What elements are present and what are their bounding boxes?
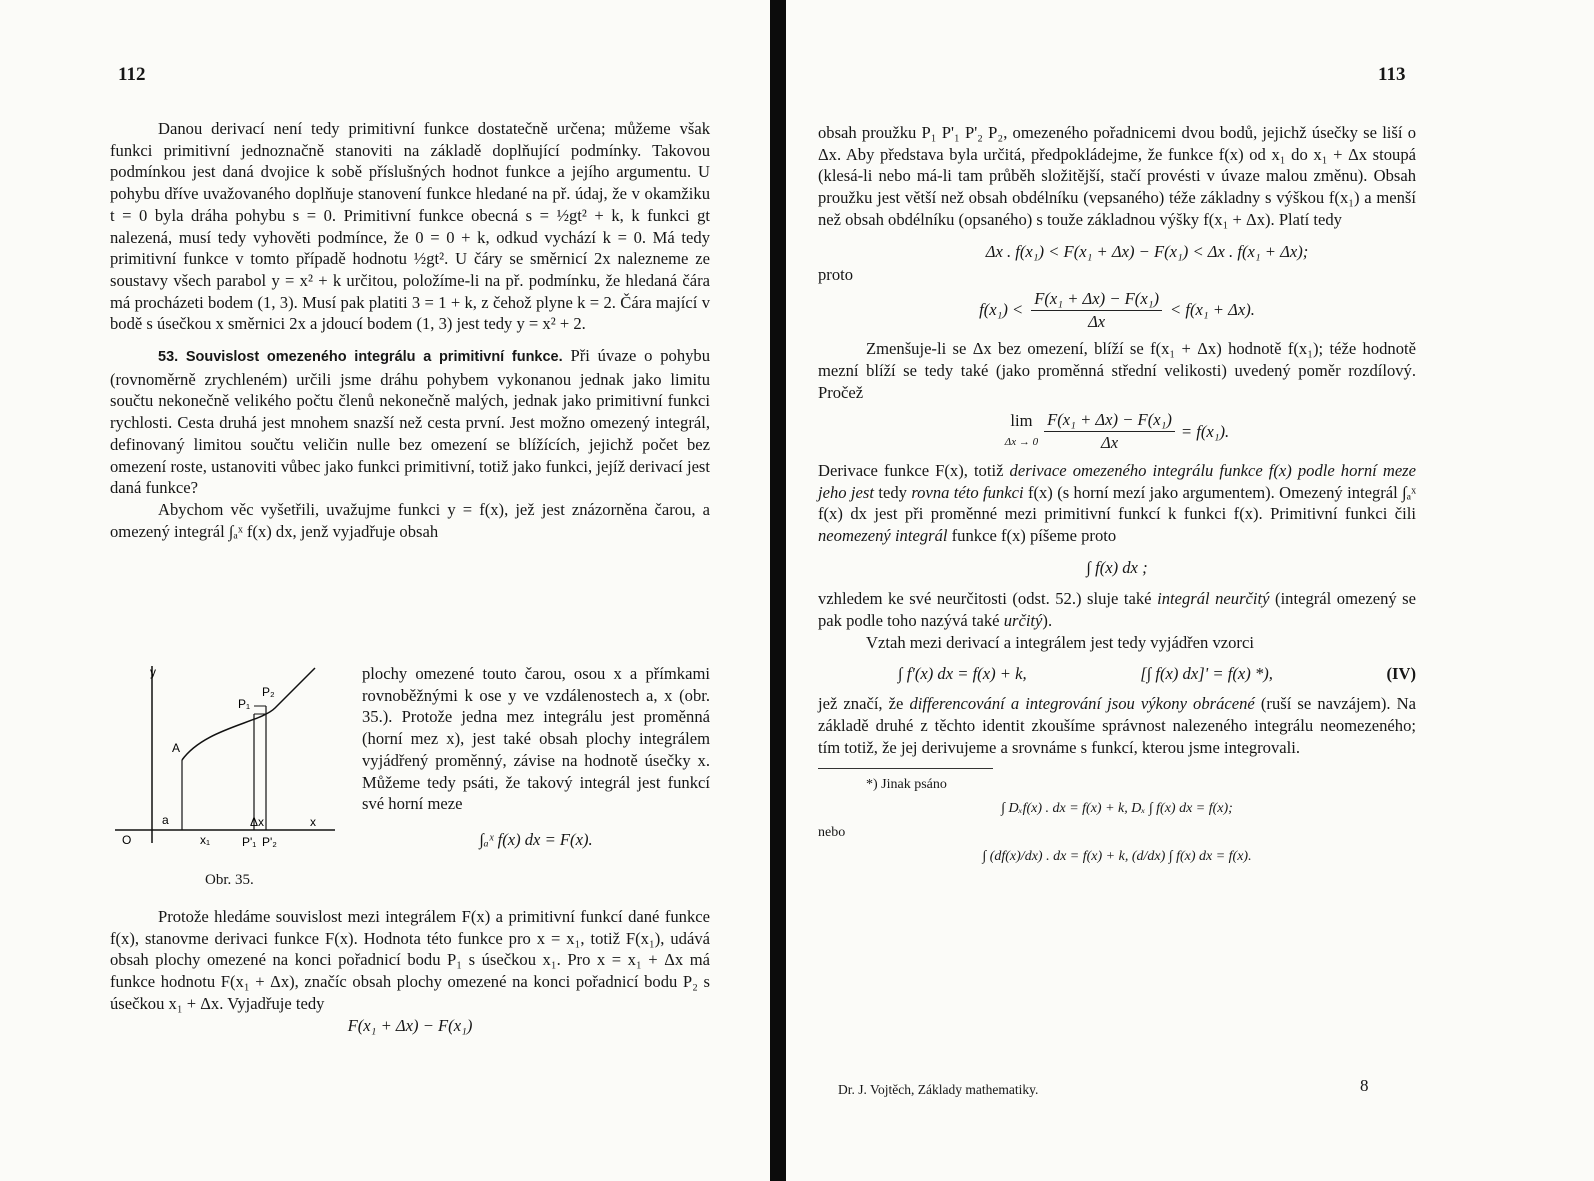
formula-IV-row [898, 663, 1416, 685]
formula-right: < f(x₁ + Δx). [1170, 300, 1255, 320]
footnote-nebo: nebo [818, 825, 846, 841]
paragraph: Vztah mezi derivací a integrálem jest tedy vyjádřen vzorci [866, 632, 1254, 652]
text-run: (ruší se navzájem). Na základě druhé z těchto identit zkoušíme správnost nalezeného integrálu neomezeného; tím totiž, že jej derivujeme a srovnáme s funkcí, kterou jsme integrovali. [818, 694, 1416, 757]
formula-difference: F(x₁ + Δx) − F(x₁) [347, 1015, 473, 1035]
formula-IV-b: [∫ f(x) dx]' = f(x) *), [1140, 664, 1273, 684]
footnote-formula-1: ∫ Dₓf(x) . dx = f(x) + k, Dₓ ∫ f(x) dx = f(x); [1001, 801, 1233, 817]
formula-indefinite-integral: ∫ f(x) dx ; [1086, 557, 1148, 577]
fraction-denominator: Δx [1088, 311, 1106, 331]
sheet-signature: 8 [1360, 1076, 1369, 1095]
text-run: ). [1042, 611, 1053, 631]
footnote [818, 775, 1416, 867]
formula-IV-a: ∫ f'(x) dx = f(x) + k, [898, 664, 1027, 684]
text-run: vzhledem ke své neurčitosti (odst. 52.) sluje také [818, 589, 1152, 609]
text-run: Derivace funkce F(x), totiž [818, 460, 1004, 480]
emphasis: neomezený integrál [818, 525, 948, 545]
paragraph [818, 460, 1416, 547]
fraction-denominator: Δx [1100, 433, 1119, 453]
footer-title: Základy mathematiky. [917, 1082, 1039, 1097]
fraction [1044, 409, 1175, 453]
text-run: funkce f(x) píšeme proto [951, 525, 1117, 545]
section-paragraph [110, 345, 710, 499]
emphasis: derivace omezeného integrálu funkce f(x) podle horní meze jeho jest [818, 460, 1417, 502]
emphasis: rovna této funkci [911, 482, 1024, 502]
formula-inequality: Δx . f(x₁) < F(x₁ + Δx) − F(x₁) < Δx . f(x₁ + Δx); [985, 241, 1309, 261]
paragraph: obsah proužku P₁ P'₁ P'₂ P₂, omezeného pořadnicemi dvou bodů, jejichž úsečky se liší o Δx. Aby představa byla určitá, předpokládejme, že funkce f(x) od x₁ do x₁ + Δx stoupá (klesá-li nebo má-li tam průběh složitější, stačí provésti v úvaze malou změnu). Obsah proužku jest větší než obsah obdélníku (vepsaného) téže základny s výškou f(x₁) a menší než obsah obdélníku (opsaného) s touže základnou výšky f(x₁ + Δx). Platí tedy [818, 123, 1416, 229]
label-dx: Δx [250, 815, 265, 829]
label-x1: x₁ [200, 833, 211, 847]
book-gutter [770, 0, 786, 1181]
figure-graph [110, 658, 340, 868]
formula-ratio-inequality [818, 288, 1416, 332]
paragraph: Abychom věc vyšetřili, uvažujme funkci y = f(x), jež jest znázorněna čarou, a omezený integrál ∫ₐˣ f(x) dx, jenž vyjadřuje obsah [110, 499, 710, 541]
label-P1: P₁ [238, 697, 251, 711]
text-run: f(x) (s horní mezí jako argumentem). Omezený integrál ∫ₐˣ f(x) dx jest při proměnné mezi primitivní funkcí k funkci f(x). Primitivní funkci čili [818, 482, 1417, 524]
left-text-beside-figure [362, 663, 710, 851]
formula-integral-F: ∫ₐˣ f(x) dx = F(x). [479, 829, 593, 849]
emphasis: určitý [1003, 611, 1043, 631]
proto-word: proto [818, 265, 854, 285]
footnote-intro: *) Jinak psáno [866, 777, 947, 793]
paragraph: Zmenšuje-li se Δx bez omezení, blíží se f(x₁ + Δx) hodnotě f(x₁); téže hodnotě mezní blíží se tedy také (jako proměnná střední velikosti) uvedený poměr rozdílový. Pročež [818, 339, 1416, 402]
figure-35 [110, 658, 340, 873]
text-run: jež značí, že [818, 694, 904, 714]
formula-number: (IV) [1386, 664, 1416, 684]
right-page [786, 0, 1594, 1181]
label-y: y [150, 665, 156, 679]
left-page [0, 0, 770, 1181]
page-footer [838, 1082, 1038, 1098]
section-heading: 53. Souvislost omezeného integrálu a primitivní funkce. [158, 349, 563, 366]
footer-author: Dr. J. Vojtěch, [838, 1082, 915, 1097]
label-P2-prime: P'₂ [262, 835, 277, 849]
paragraph: plochy omezené touto čarou, osou x a přímkami rovnoběžnými k ose y ve vzdálenostech a, x (obr. 35.). Protože jedna mez integrálu jest proměnná (horní mez x), jest také obsah plochy integrálem vyjádřený proměnný, závise na hodnotě úsečky x. Můžeme tedy psáti, že takový integrál jest funkcí své horní meze [362, 664, 710, 814]
label-x: x [310, 815, 316, 829]
figure-caption: Obr. 35. [205, 872, 254, 888]
limit-word: lim [1010, 410, 1033, 430]
footnote-rule [818, 768, 993, 769]
fraction [1031, 288, 1162, 332]
paragraph: Danou derivací není tedy primitivní funkce dostatečně určena; můžeme však funkci primitivní jednoznačně stanoviti na základě doplňující podmínky. Takovou podmínkou jest daná dvojice k sobě příslušných hodnot funkce a jejího argumentu. U pohybu dříve uvažovaného doplňuje stanovení funkce hledané na př. údaj, že v okamžiku t = 0 byla dráha pohybu s = 0. Primitivní funkce obecná s = ½gt² + k, k funkci gt nalezená, musí tedy vyhověti podmínce, že 0 = 0 + k, odkud vychází k = 0. Má tedy primitivní funkce v tomto případě hodnotu ½gt². U čáry se směrnicí 2x nalezneme ze soustavy všech parabol y = x² + k určitou, položíme-li na př. podmínku, že hledaná čára má procházeti bodem (1, 3). Musí pak platiti 3 = 1 + k, z čehož plyne k = 2. Čára mající v bodě s úsečkou x směrnici 2x a jdoucí bodem (1, 3) jest tedy y = x² + 2. [110, 119, 710, 334]
formula-limit [818, 409, 1416, 453]
paragraph: Protože hledáme souvislost mezi integrálem F(x) a primitivní funkcí dané funkce f(x), stanovme derivaci funkce F(x). Hodnota této funkce pro x = x₁, totiž F(x₁), udává obsah plochy omezené na konci pořadnicí bodu P₁ s úsečkou x₁. Pro x = x₁ + Δx má funkce hodnotu F(x₁ + Δx), značíc obsah plochy omezené na konci pořadnicí bodu P₂ s úsečkou x₁ + Δx. Vyjadřuje tedy [110, 907, 710, 1013]
formula-left: f(x₁) < [979, 300, 1024, 320]
label-a: a [162, 813, 169, 827]
limit-operator [1005, 410, 1038, 453]
limit-subscript: Δx → 0 [1004, 435, 1039, 448]
emphasis: differencování a integrování jsou výkony obrácené [909, 694, 1255, 714]
text-run: tedy [878, 482, 907, 502]
fraction-numerator: F(x₁ + Δx) − F(x₁) [1031, 288, 1162, 311]
left-text-bottom [110, 906, 710, 1036]
page-number-right: 113 [1378, 64, 1406, 85]
fraction-numerator: F(x₁ + Δx) − F(x₁) [1044, 409, 1175, 432]
footnote-formula-2: ∫ (df(x)/dx) . dx = f(x) + k, (d/dx) ∫ f(x) dx = f(x). [982, 849, 1252, 865]
paragraph [818, 588, 1416, 631]
label-P2: P₂ [262, 685, 275, 699]
label-P1-prime: P'₁ [242, 835, 257, 849]
label-origin: O [122, 833, 132, 847]
page-number-left: 112 [118, 64, 146, 85]
paragraph-text: Při úvaze o pohybu (rovnoměrně zrychleném) určili jsme dráhu pohybem vykonanou jednak jako limitu součtu nekonečně velikého počtu členů nekonečně malých, jednak jako primitivní funkci rychlosti. Cesta druhá jest mnohem snazší než cesta první. Jest možno omezený integrál, definovaný limitou součtu veličin nulle bez omezení se blížících, jejichž počet bez omezení roste, ustanoviti vůbec jako funkci primitivní, totiž jako funkci, jejíž derivací jest daná funkce? [110, 346, 711, 498]
text-run: (integrál omezený se pak podle toho nazývá také [818, 589, 1417, 631]
label-A: A [172, 741, 181, 755]
emphasis: integrál neurčitý [1157, 589, 1270, 609]
formula-right: = f(x₁). [1180, 421, 1230, 441]
paragraph [818, 693, 1416, 758]
left-text-top [110, 118, 710, 542]
right-text [818, 122, 1416, 871]
